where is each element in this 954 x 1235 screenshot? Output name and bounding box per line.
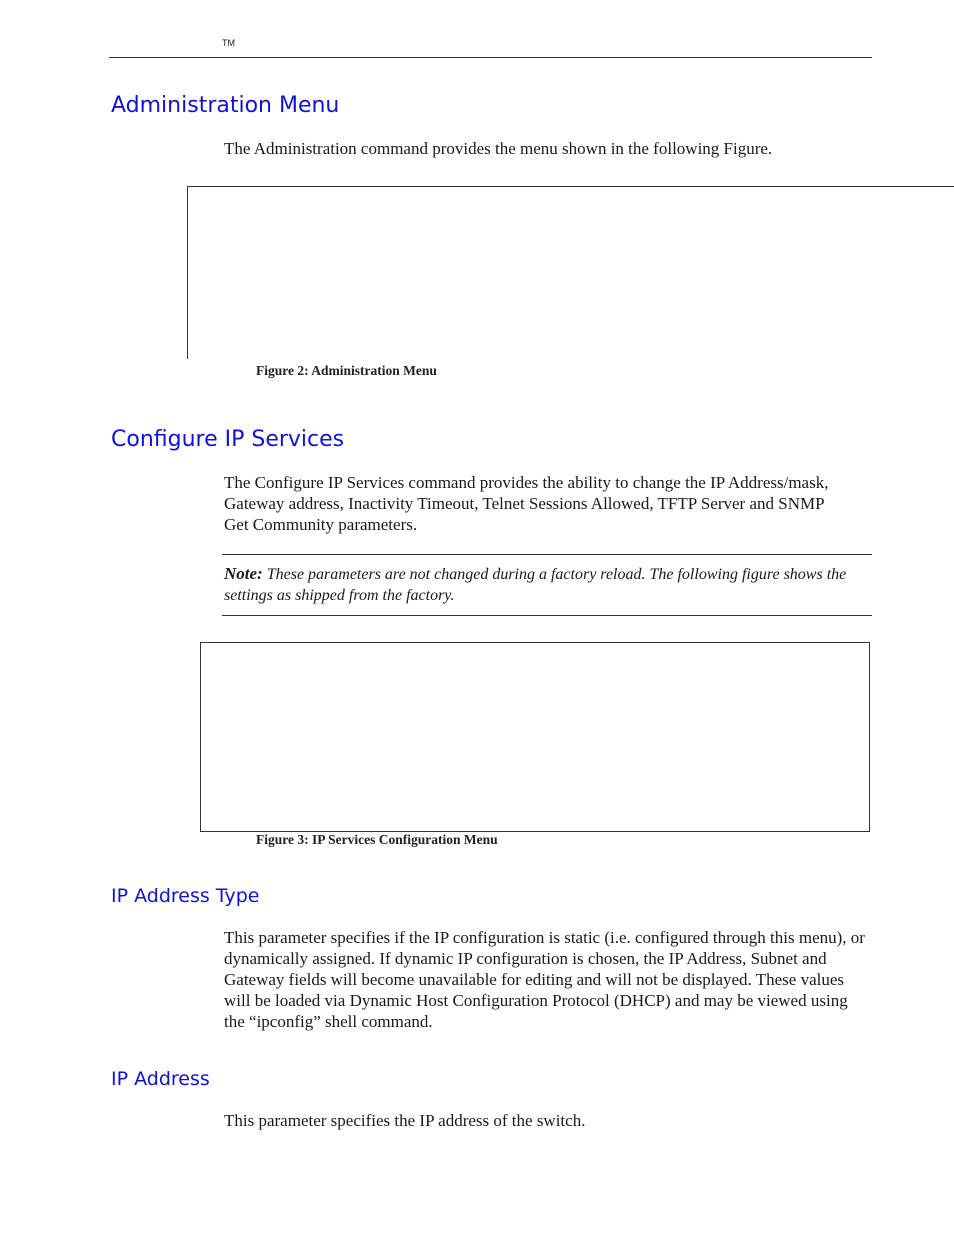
figure-3-caption: Figure 3: IP Services Configuration Menu bbox=[256, 832, 498, 847]
note-bottom-rule bbox=[222, 615, 872, 616]
figure-3-frame bbox=[200, 642, 870, 832]
note-block bbox=[224, 563, 864, 606]
ip-address-type-heading: IP Address Type bbox=[111, 885, 260, 907]
note-top-rule bbox=[222, 554, 872, 555]
trademark-symbol: TM bbox=[222, 38, 235, 48]
ip-address-type-paragraph: This parameter specifies if the IP configuration is static (i.e. configured through this menu), or dynamically assigned. If dynamic IP configuration is chosen, the IP Address, Subnet and Gateway fields will become unavailable for editing and will not be displayed. These values will be loaded via Dynamic Host Configuration Protocol (DHCP) and may be viewed using the “ipconfig” shell command. bbox=[224, 928, 865, 1031]
configure-ip-services-heading: Configure IP Services bbox=[111, 427, 345, 452]
configure-ip-services-paragraph: The Configure IP Services command provides the ability to change the IP Address/mask, Gateway address, Inactivity Timeout, Telnet Sessions Allowed, TFTP Server and SNMP Get Community parameters. bbox=[224, 473, 829, 534]
note-text: These parameters are not changed during a factory reload. The following figure shows the settings as shipped from the factory. bbox=[224, 566, 847, 604]
administration-menu-paragraph: The Administration command provides the menu shown in the following Figure. bbox=[224, 139, 773, 158]
ip-address-heading: IP Address bbox=[111, 1068, 210, 1090]
figure-2-caption: Figure 2: Administration Menu bbox=[256, 363, 437, 378]
administration-menu-heading: Administration Menu bbox=[111, 93, 340, 118]
ip-address-paragraph: This parameter specifies the IP address of the switch. bbox=[224, 1111, 586, 1130]
figure-2-frame bbox=[187, 186, 954, 359]
note-label: Note: bbox=[224, 564, 263, 583]
header-rule bbox=[109, 57, 872, 58]
